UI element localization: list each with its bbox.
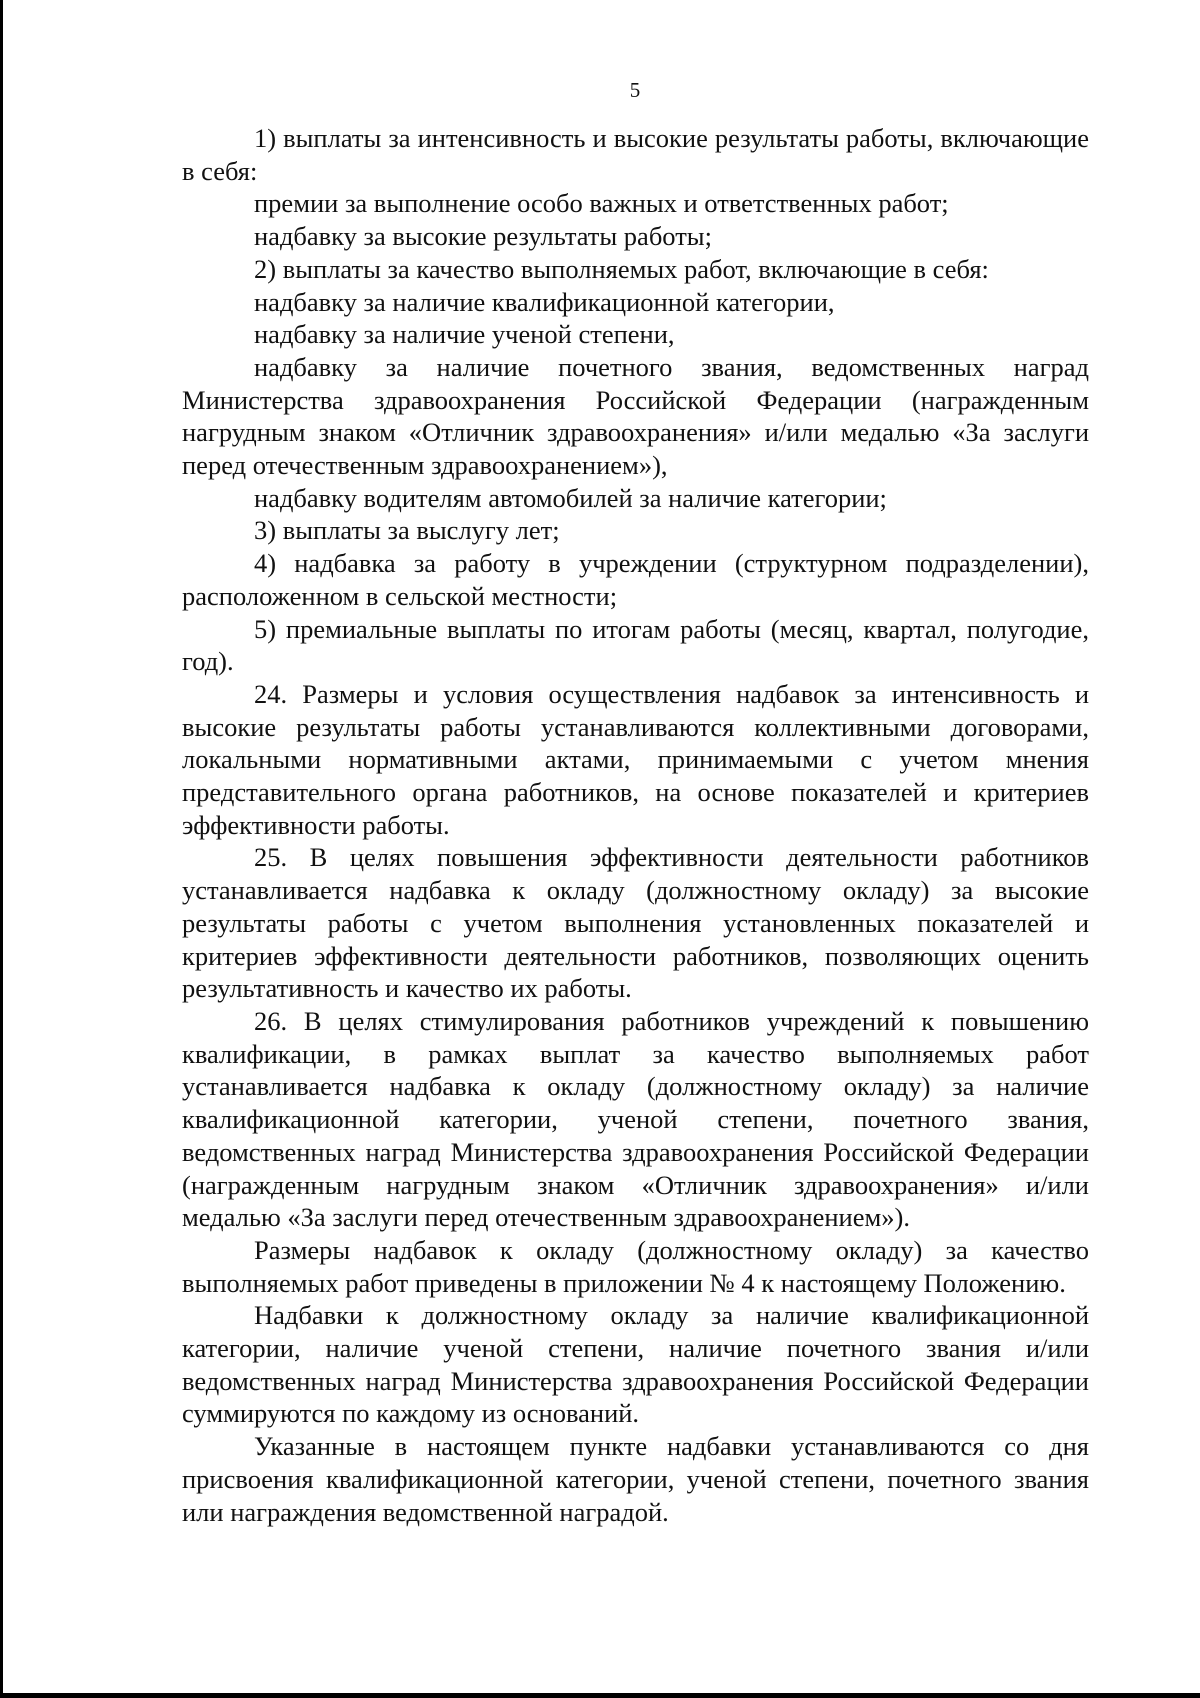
paragraph-subitem: надбавку за наличие почетного звания, ведомственных наград Министерства здравоохранения Российской Федерации (награжденным нагрудным знаком «Отличник здравоохранения» и/или медалью «За заслуги перед отечественным здравоохранением»),: [182, 351, 1089, 481]
scan-bottom-edge: [0, 1693, 1200, 1698]
paragraph-clause-26: 26. В целях стимулирования работников учреждений к повышению квалификации, в рамках выплат за качество выполняемых работ устанавливается надбавка к окладу (должностному окладу) за наличие квалификационной категории, ученой степени, почетного звания, ведомственных наград Министерства здравоохранения Российской Федерации (награжденным нагрудным знаком «Отличник здравоохранения» и/или медалью «За заслуги перед отечественным здравоохранением»).: [182, 1005, 1089, 1233]
paragraph-list-item-3: 3) выплаты за выслугу лет;: [254, 515, 560, 546]
scan-left-edge: [0, 0, 3, 1698]
paragraph-allowance-sum: Надбавки к должностному окладу за наличие квалификационной категории, наличие ученой степени, наличие почетного звания и/или ведомственных наград Министерства здравоохранения Российской Федерации суммируются по каждому из оснований.: [182, 1300, 1089, 1429]
paragraph-allowance-start: Указанные в настоящем пункте надбавки устанавливаются со дня присвоения квалификационной категории, ученой степени, почетного звания или награждения ведомственной наградой.: [182, 1431, 1089, 1527]
paragraph-clause-24: 24. Размеры и условия осуществления надбавок за интенсивность и высокие результаты работы устанавливаются коллективными договорами, локальными нормативными актами, принимаемыми с учетом мнения представительного органа работников, на основе показателей и критериев эффективности работы.: [182, 678, 1089, 840]
page-number: 5: [629, 78, 641, 102]
paragraph-list-item-4: 4) надбавка за работу в учреждении (структурном подразделении), расположенном в сельской местности;: [182, 548, 1089, 611]
paragraph-subitem: надбавку за наличие квалификационной категории,: [254, 286, 835, 317]
paragraph-subitem: премии за выполнение особо важных и ответственных работ;: [254, 188, 949, 219]
paragraph-subitem: надбавку за наличие ученой степени,: [254, 319, 675, 350]
paragraph-allowance-sizes: Размеры надбавок к окладу (должностному окладу) за качество выполняемых работ приведены в приложении № 4 к настоящему Положению.: [182, 1234, 1089, 1298]
paragraph-list-item-5: 5) премиальные выплаты по итогам работы (месяц, квартал, полугодие, год).: [182, 613, 1089, 677]
paragraph-list-item-1: 1) выплаты за интенсивность и высокие результаты работы, включающие в себя:: [182, 123, 1089, 186]
paragraph-clause-25: 25. В целях повышения эффективности деятельности работников устанавливается надбавка к окладу (должностному окладу) за высокие результаты работы с учетом выполнения установленных показателей и критериев эффективности деятельности работников, позволяющих оценить результативность и качество их работы.: [182, 842, 1089, 1004]
paragraph-subitem: надбавку водителям автомобилей за наличие категории;: [254, 482, 887, 513]
paragraph-list-item-2: 2) выплаты за качество выполняемых работ, включающие в себя:: [254, 253, 989, 284]
paragraph-subitem: надбавку за высокие результаты работы;: [254, 221, 712, 252]
document-body: [182, 122, 1089, 1528]
